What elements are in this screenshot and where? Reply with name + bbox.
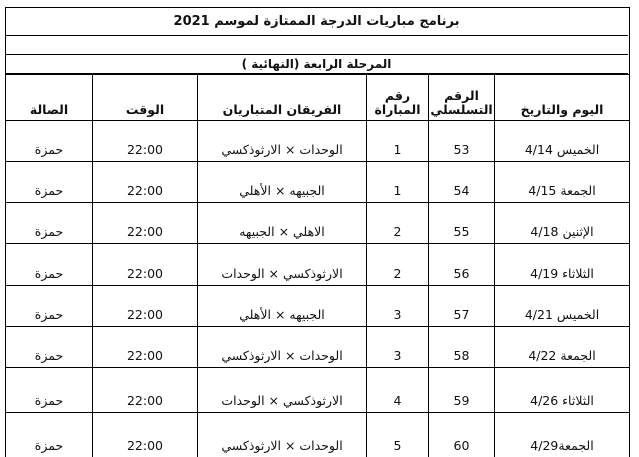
cell-match-no: 1 <box>367 162 429 203</box>
cell-serial: 55 <box>429 203 495 244</box>
cell-serial: 56 <box>429 244 495 286</box>
cell-hall: حمزة <box>6 203 93 244</box>
cell-day: الثلاثاء 4/26 <box>495 368 630 413</box>
table-row <box>6 286 630 327</box>
cell-hall: حمزة <box>6 286 93 327</box>
table-row <box>6 244 630 286</box>
cell-serial: 58 <box>429 327 495 368</box>
cell-serial: 57 <box>429 286 495 327</box>
cell-day: الجمعة4/29 <box>495 413 630 457</box>
header-serial: الرقم التسلسلي <box>429 75 495 121</box>
cell-teams: الارثوذكسي × الوحدات <box>198 244 367 286</box>
cell-hall: حمزة <box>6 162 93 203</box>
header-time: الوقت <box>93 75 198 121</box>
cell-serial: 53 <box>429 121 495 162</box>
cell-teams: الوحدات × الارثوذكسي <box>198 121 367 162</box>
cell-day: الإثنين 4/18 <box>495 203 630 244</box>
cell-time: 22:00 <box>93 203 198 244</box>
cell-time: 22:00 <box>93 368 198 413</box>
cell-time: 22:00 <box>93 327 198 368</box>
cell-time: 22:00 <box>93 413 198 457</box>
header-teams: الفريقان المتباريان <box>198 75 367 121</box>
cell-time: 22:00 <box>93 121 198 162</box>
header-day-date: اليوم والتاريخ <box>495 75 630 121</box>
cell-time: 22:00 <box>93 286 198 327</box>
cell-time: 22:00 <box>93 162 198 203</box>
cell-match-no: 2 <box>367 203 429 244</box>
match-schedule-table <box>5 74 630 457</box>
cell-day: الجمعة 4/22 <box>495 327 630 368</box>
cell-match-no: 2 <box>367 244 429 286</box>
cell-hall: حمزة <box>6 121 93 162</box>
cell-hall: حمزة <box>6 244 93 286</box>
schedule-title: برنامج مباريات الدرجة الممتازة لموسم 2021 <box>5 7 628 36</box>
cell-teams: الجبيهه × الأهلي <box>198 162 367 203</box>
cell-day: الخميس 4/14 <box>495 121 630 162</box>
table-row <box>6 327 630 368</box>
cell-teams: الاهلي × الجبيهه <box>198 203 367 244</box>
cell-match-no: 1 <box>367 121 429 162</box>
stage-title: المرحلة الرابعة (النهائية ) <box>5 55 628 74</box>
cell-match-no: 4 <box>367 368 429 413</box>
cell-match-no: 3 <box>367 327 429 368</box>
table-row <box>6 121 630 162</box>
cell-day: الثلاثاء 4/19 <box>495 244 630 286</box>
cell-serial: 60 <box>429 413 495 457</box>
table-row <box>6 368 630 413</box>
header-match-no: رقم المباراة <box>367 75 429 121</box>
cell-teams: الوحدات × الارثوذكسي <box>198 413 367 457</box>
table-row <box>6 162 630 203</box>
cell-match-no: 5 <box>367 413 429 457</box>
cell-teams: الجبيهه × الأهلي <box>198 286 367 327</box>
cell-day: الخميس 4/21 <box>495 286 630 327</box>
cell-teams: الارثوذكسي × الوحدات <box>198 368 367 413</box>
cell-hall: حمزة <box>6 413 93 457</box>
cell-serial: 54 <box>429 162 495 203</box>
cell-match-no: 3 <box>367 286 429 327</box>
table-header-row <box>6 75 630 121</box>
blank-row <box>5 36 628 55</box>
cell-hall: حمزة <box>6 368 93 413</box>
header-hall: الصالة <box>6 75 93 121</box>
table-row <box>6 203 630 244</box>
cell-serial: 59 <box>429 368 495 413</box>
cell-day: الجمعة 4/15 <box>495 162 630 203</box>
table-row <box>6 413 630 457</box>
cell-hall: حمزة <box>6 327 93 368</box>
cell-teams: الوحدات × الارثوذكسي <box>198 327 367 368</box>
cell-time: 22:00 <box>93 244 198 286</box>
